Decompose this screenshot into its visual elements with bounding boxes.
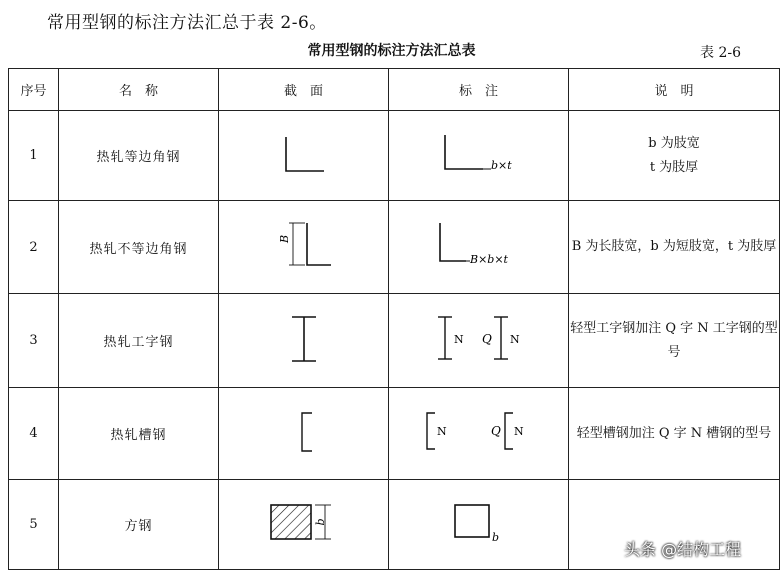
table-row [9, 294, 780, 388]
intro-text: 常用型钢的标注方法汇总于表 2-6。 [47, 13, 327, 33]
table-caption: 常用型钢的标注方法汇总表 [307, 43, 476, 59]
section-square-bar [219, 480, 389, 570]
table-header-row [9, 69, 780, 111]
desc-line: b 为肢宽 [648, 135, 700, 151]
row-desc [569, 201, 780, 294]
desc-line: B 为长肢宽，b 为短肢宽，t 为肢厚 [571, 239, 777, 254]
i-beam-section-icon [284, 311, 324, 367]
mark-n: N [453, 332, 464, 346]
square-bar-mark-icon [439, 495, 519, 551]
mark-label: b [491, 530, 499, 544]
row-name: 热轧槽钢 [59, 388, 219, 480]
square-bar-section-icon [259, 495, 349, 551]
i-beam-mark-icon [424, 311, 534, 367]
header-mark: 标 注 [389, 69, 569, 111]
row-name: 热轧等边角钢 [59, 111, 219, 201]
unequal-angle-section-icon [269, 215, 339, 275]
row-index: 4 [9, 388, 59, 480]
row-index: 2 [9, 201, 59, 294]
header-name: 名 称 [59, 69, 219, 111]
section-unequal-angle [219, 201, 389, 294]
equal-angle-mark-icon [429, 129, 529, 179]
section-equal-angle [219, 111, 389, 201]
table-number: 表 2-6 [700, 45, 741, 61]
mark-label: B×b×t [469, 253, 508, 266]
row-index: 1 [9, 111, 59, 201]
row-desc [569, 388, 780, 480]
section-channel [219, 388, 389, 480]
watermark: 头条 @结构工程 [624, 540, 742, 559]
mark-square-bar [389, 480, 569, 570]
steel-annotation-table [8, 68, 780, 570]
row-name: 方钢 [59, 480, 219, 570]
row-desc [569, 111, 780, 201]
channel-mark-icon [419, 407, 539, 457]
mark-equal-angle [389, 111, 569, 201]
mark-unequal-angle [389, 201, 569, 294]
mark-n: N [513, 424, 524, 438]
header-desc: 说 明 [569, 69, 780, 111]
row-name: 热轧不等边角钢 [59, 201, 219, 294]
mark-channel [389, 388, 569, 480]
desc-line: t 为肢厚 [649, 159, 699, 175]
row-index: 5 [9, 480, 59, 570]
section-label: b [313, 517, 327, 526]
desc-line: 轻型槽钢加注 Q 字 N 槽钢的型号 [576, 425, 772, 441]
row-desc [569, 294, 780, 388]
mark-n: N [509, 332, 520, 346]
header-section: 截 面 [219, 69, 389, 111]
mark-q: Q [481, 331, 492, 346]
table-row [9, 111, 780, 201]
row-index: 3 [9, 294, 59, 388]
unequal-angle-mark-icon [424, 217, 534, 273]
desc-line: 轻型工字钢加注 Q 字 N 工字钢的型号 [570, 320, 778, 360]
section-i-beam [219, 294, 389, 388]
mark-i-beam [389, 294, 569, 388]
equal-angle-section-icon [274, 129, 334, 179]
header-index: 序号 [9, 69, 59, 111]
mark-n: N [436, 424, 447, 438]
row-name: 热轧工字钢 [59, 294, 219, 388]
table-row [9, 388, 780, 480]
table-row [9, 201, 780, 294]
channel-section-icon [284, 407, 324, 457]
mark-q: Q [490, 423, 501, 438]
mark-label: b×t [490, 158, 512, 172]
section-label: B [277, 234, 291, 244]
